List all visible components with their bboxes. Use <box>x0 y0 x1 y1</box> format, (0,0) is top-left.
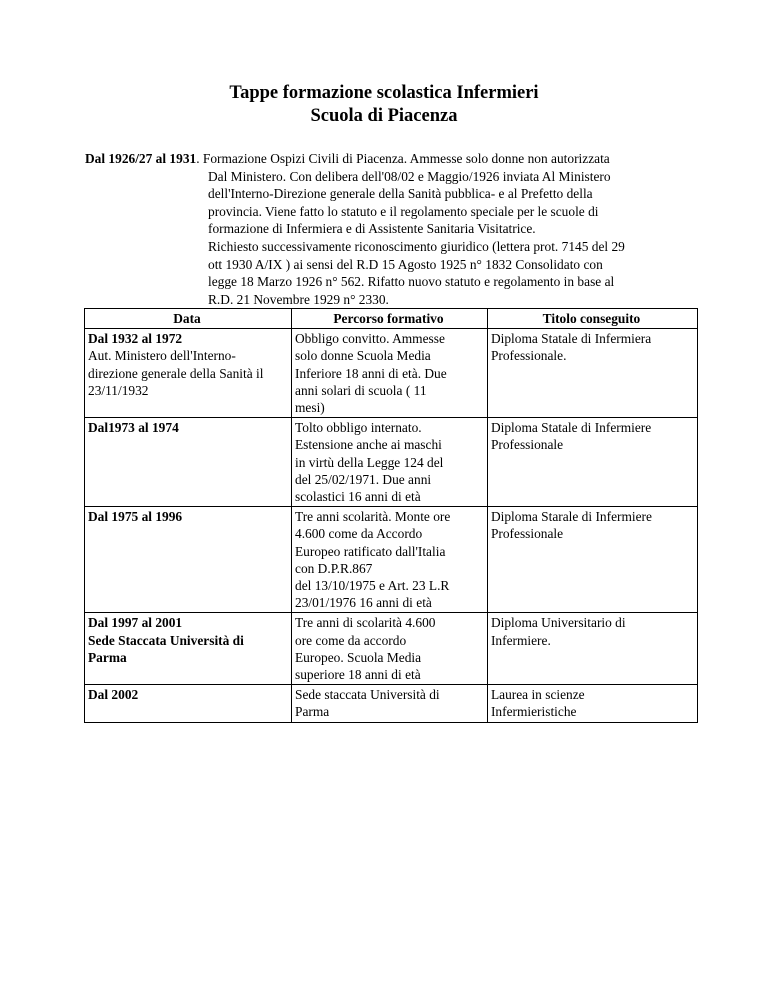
cell-percorso-line: del 13/10/1975 e Art. 23 L.R <box>295 578 450 594</box>
cell-data-bold-line: Dal1973 al 1974 <box>88 420 179 436</box>
cell-percorso-line: Parma <box>295 704 330 720</box>
document-title <box>0 82 768 128</box>
cell-percorso-line: Inferiore 18 anni di età. Due <box>295 365 447 381</box>
cell-percorso-line: anni solari di scuola ( 11 <box>295 382 427 398</box>
cell-percorso <box>292 685 488 722</box>
table-row <box>85 507 698 613</box>
intro-line: ott 1930 A/IX ) ai sensi del R.D 15 Agosto 1925 n° 1832 Consolidato con <box>208 256 603 272</box>
cell-titolo-line: Diploma Starale di Infermiere <box>490 509 652 525</box>
cell-percorso <box>292 613 488 685</box>
cell-percorso-line: Tre anni scolarità. Monte ore <box>295 509 451 525</box>
cell-percorso-line: Sede staccata Università di <box>295 687 440 703</box>
cell-percorso-line: Tolto obbligo internato. <box>295 420 422 436</box>
cell-data-bold-line: Dal 1932 al 1972 <box>88 331 183 347</box>
cell-titolo-line: Infermieristiche <box>490 704 577 720</box>
cell-titolo-line: Diploma Universitario di <box>490 615 626 631</box>
cell-percorso-line: del 25/02/1971. Due anni <box>295 471 432 487</box>
cell-percorso-line: con D.P.R.867 <box>295 560 373 576</box>
intro-lead: Dal 1926/27 al 1931 <box>85 151 197 166</box>
cell-titolo-line: Professionale <box>490 437 564 453</box>
table-body <box>85 329 698 722</box>
cell-data-bold-line: Dal 1997 al 2001 <box>88 615 183 631</box>
cell-titolo-line: Professionale. <box>490 348 567 364</box>
title-line-2: Scuola di Piacenza <box>310 106 458 126</box>
cell-percorso-line: ore come da accordo <box>295 632 407 648</box>
cell-titolo-line: Infermiere. <box>490 632 551 648</box>
intro-line: provincia. Viene fatto lo statuto e il regolamento speciale per le scuole di <box>208 203 599 219</box>
cell-data-line: Aut. Ministero dell'Interno- <box>88 348 236 364</box>
header-percorso: Percorso formativo <box>292 309 488 329</box>
cell-titolo <box>487 418 697 507</box>
cell-titolo <box>487 507 697 613</box>
cell-percorso-line: mesi) <box>295 400 325 416</box>
formation-table <box>84 308 698 723</box>
cell-data <box>85 613 292 685</box>
cell-data <box>85 685 292 722</box>
cell-percorso-line: Tre anni di scolarità 4.600 <box>295 615 436 631</box>
table-row <box>85 613 698 685</box>
intro-line: Richiesto successivamente riconoscimento giuridico (lettera prot. 7145 del 29 <box>208 238 625 254</box>
cell-data <box>85 329 292 418</box>
header-titolo: Titolo conseguito <box>487 309 697 329</box>
cell-percorso <box>292 507 488 613</box>
table-row <box>85 685 698 722</box>
cell-percorso <box>292 418 488 507</box>
cell-data-bold-line: Parma <box>88 649 127 665</box>
intro-first-line <box>85 150 705 168</box>
intro-line: R.D. 21 Novembre 1929 n° 2330. <box>208 291 389 307</box>
cell-percorso-line: Europeo ratificato dall'Italia <box>295 543 446 559</box>
cell-titolo-line: Diploma Statale di Infermiere <box>490 420 652 436</box>
title-line-1: Tappe formazione scolastica Infermieri <box>229 83 539 103</box>
cell-percorso-line: scolastici 16 anni di età <box>295 489 421 505</box>
cell-percorso-line: Obbligo convitto. Ammesse <box>295 331 445 347</box>
table-row <box>85 418 698 507</box>
header-data: Data <box>85 309 292 329</box>
cell-data <box>85 418 292 507</box>
cell-percorso-line: superiore 18 anni di età <box>295 667 421 683</box>
cell-percorso <box>292 329 488 418</box>
cell-data-bold-line: Dal 1975 al 1996 <box>88 509 183 525</box>
cell-titolo-line: Professionale <box>490 526 564 542</box>
cell-percorso-line: in virtù della Legge 124 del <box>295 454 444 470</box>
cell-titolo-line: Diploma Statale di Infermiera <box>490 331 652 347</box>
intro-line: dell'Interno-Direzione generale della Sanità pubblica- e al Prefetto della <box>208 186 593 202</box>
cell-percorso-line: solo donne Scuola Media <box>295 348 431 364</box>
cell-titolo <box>487 613 697 685</box>
intro-first-text: . Formazione Ospizi Civili di Piacenza. Ammesse solo donne non autorizzata <box>196 151 610 166</box>
cell-titolo-line: Laurea in scienze <box>490 687 585 703</box>
cell-titolo <box>487 329 697 418</box>
table-row <box>85 329 698 418</box>
cell-percorso-line: 4.600 come da Accordo <box>295 526 423 542</box>
cell-percorso-line: 23/01/1976 16 anni di età <box>295 595 432 611</box>
cell-percorso-line: Europeo. Scuola Media <box>295 649 422 665</box>
intro-paragraph <box>85 150 705 308</box>
cell-data-bold-line: Dal 2002 <box>88 687 139 703</box>
cell-data <box>85 507 292 613</box>
table-header-row <box>85 309 698 329</box>
intro-line: legge 18 Marzo 1926 n° 562. Rifatto nuovo statuto e regolamento in base al <box>208 274 615 290</box>
cell-data-line: 23/11/1932 <box>88 382 149 398</box>
intro-line: Dal Ministero. Con delibera dell'08/02 e Maggio/1926 inviata Al Ministero <box>208 168 611 184</box>
cell-titolo <box>487 685 697 722</box>
cell-data-line: direzione generale della Sanità il <box>88 365 264 381</box>
intro-line: formazione di Infermiera e di Assistente Sanitaria Visitatrice. <box>208 221 536 237</box>
cell-data-bold-line: Sede Staccata Università di <box>88 632 244 648</box>
cell-percorso-line: Estensione anche ai maschi <box>295 437 442 453</box>
